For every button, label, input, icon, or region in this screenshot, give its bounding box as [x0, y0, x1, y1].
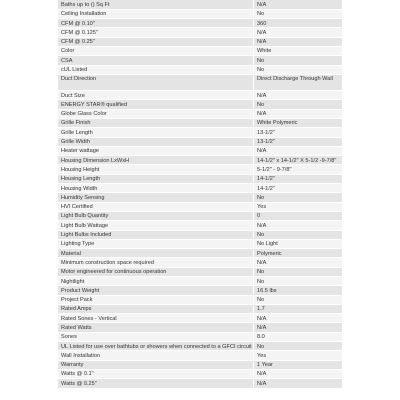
- spec-value: N/A: [254, 323, 343, 332]
- spec-label: Rated Sones - Vertical: [58, 314, 254, 323]
- spec-row: [58, 37, 342, 46]
- spec-label: Grille Width: [58, 137, 254, 146]
- spec-row: [58, 56, 342, 65]
- spec-label: CFM @ 0.10": [58, 19, 254, 28]
- spec-row: [58, 46, 342, 55]
- spec-row: [58, 9, 342, 18]
- spec-value: 360: [254, 19, 343, 28]
- spec-label: Watts @ 0.1": [58, 369, 254, 378]
- spec-value: No: [254, 100, 343, 109]
- spec-value: No: [254, 65, 343, 74]
- spec-label: Grille Finish: [58, 118, 254, 127]
- spec-label: HVI Certified: [58, 202, 254, 211]
- spec-row: [58, 342, 342, 351]
- spec-row: [58, 137, 342, 146]
- spec-value: N/A: [254, 91, 343, 100]
- spec-label: ENERGY STAR® qualified: [58, 100, 254, 109]
- spec-label: Light Bulb Wattage: [58, 221, 254, 230]
- spec-row: [58, 100, 342, 109]
- spec-value: No: [254, 342, 343, 351]
- spec-value: No: [254, 56, 343, 65]
- spec-row: [58, 230, 342, 239]
- spec-row: [58, 146, 342, 155]
- spec-value: Yes: [254, 202, 343, 211]
- spec-value: 14-1/2": [254, 184, 343, 193]
- spec-label: Housing Dimension LxWxH: [58, 156, 254, 165]
- spec-value: 16.5 lbs: [254, 286, 343, 295]
- spec-value: N/A: [254, 146, 343, 155]
- spec-row: [58, 174, 342, 183]
- spec-label: Motor engineered for continuous operation: [58, 267, 254, 276]
- spec-label: Rated Watts: [58, 323, 254, 332]
- spec-value: N/A: [254, 0, 343, 9]
- spec-row: [58, 0, 342, 9]
- spec-row: [58, 295, 342, 304]
- spec-row: [58, 323, 342, 332]
- spec-label: Housing Width: [58, 184, 254, 193]
- spec-value: No: [254, 230, 343, 239]
- spec-value: Direct Discharge Through Wall: [254, 74, 343, 90]
- spec-row: [58, 165, 342, 174]
- spec-label: Warranty: [58, 360, 254, 369]
- spec-label: Sones: [58, 332, 254, 341]
- spec-value: N/A: [254, 37, 343, 46]
- spec-label: Minimum construction space required: [58, 258, 254, 267]
- spec-value: 5-1/2" - 9-7/8": [254, 165, 343, 174]
- spec-label: Duct Size: [58, 91, 254, 100]
- spec-label: Watts @ 0.25": [58, 379, 254, 388]
- spec-row: [58, 277, 342, 286]
- spec-label: CFM @ 0.25": [58, 37, 254, 46]
- spec-row: [58, 128, 342, 137]
- spec-value: No: [254, 295, 343, 304]
- spec-row: [58, 369, 342, 378]
- spec-row: [58, 202, 342, 211]
- spec-label: Light Bulb Quantity: [58, 211, 254, 220]
- spec-label: Wall Installation: [58, 351, 254, 360]
- spec-label: Humidity Sensing: [58, 193, 254, 202]
- spec-row: [58, 91, 342, 100]
- spec-label: Housing Length: [58, 174, 254, 183]
- spec-row: [58, 193, 342, 202]
- spec-label: Lighting Type: [58, 239, 254, 248]
- spec-value: 1 Year: [254, 360, 343, 369]
- spec-row: [58, 249, 342, 258]
- spec-label: Grille Length: [58, 128, 254, 137]
- spec-value: N/A: [254, 28, 343, 37]
- spec-value: 14-1/2" x 14-1/2" X 5-1/2 -9-7/8": [254, 156, 343, 165]
- spec-label: Globe Glass Color: [58, 109, 254, 118]
- spec-value: N/A: [254, 314, 343, 323]
- spec-row: [58, 304, 342, 313]
- spec-value: N/A: [254, 379, 343, 388]
- spec-row: [58, 211, 342, 220]
- spec-row: [58, 314, 342, 323]
- spec-row: [58, 267, 342, 276]
- spec-value: No: [254, 193, 343, 202]
- spec-value: No: [254, 277, 343, 286]
- spec-value: N/A: [254, 221, 343, 230]
- spec-row: [58, 332, 342, 341]
- spec-value: 13-1/2": [254, 128, 343, 137]
- spec-value: 13-1/2": [254, 137, 343, 146]
- specifications-table: [58, 0, 342, 389]
- spec-label: UL Listed for use over bathtubs or showers when connected to a GFCI circuit: [58, 342, 254, 351]
- spec-value: No: [254, 267, 343, 276]
- spec-value: Polymeric: [254, 249, 343, 258]
- spec-label: cUL Listed: [58, 65, 254, 74]
- spec-row: [58, 156, 342, 165]
- spec-value: Yes: [254, 351, 343, 360]
- spec-label: Light Bulbs Included: [58, 230, 254, 239]
- spec-value: White Polymeric: [254, 118, 343, 127]
- spec-label: Product Weight: [58, 286, 254, 295]
- spec-label: CFM @ 0.125": [58, 28, 254, 37]
- spec-label: Material: [58, 249, 254, 258]
- spec-value: 14-1/2": [254, 174, 343, 183]
- spec-row: [58, 351, 342, 360]
- specifications-table-body: [58, 0, 342, 388]
- spec-row: [58, 65, 342, 74]
- spec-value: N/A: [254, 369, 343, 378]
- spec-row: [58, 74, 342, 90]
- spec-value: White: [254, 46, 343, 55]
- spec-row: [58, 28, 342, 37]
- spec-value: No Light: [254, 239, 343, 248]
- spec-label: Duct Direction: [58, 74, 254, 90]
- spec-label: CSA: [58, 56, 254, 65]
- spec-row: [58, 379, 342, 388]
- spec-value: 8.0: [254, 332, 343, 341]
- spec-label: Baths up to () Sq Ft: [58, 0, 254, 9]
- spec-label: Color: [58, 46, 254, 55]
- spec-row: [58, 221, 342, 230]
- spec-row: [58, 258, 342, 267]
- spec-value: N/A: [254, 109, 343, 118]
- spec-value: 1.7: [254, 304, 343, 313]
- spec-row: [58, 109, 342, 118]
- spec-row: [58, 118, 342, 127]
- spec-label: Housing Height: [58, 165, 254, 174]
- spec-value: N/A: [254, 258, 343, 267]
- spec-label: Project Pack: [58, 295, 254, 304]
- spec-row: [58, 19, 342, 28]
- spec-label: Rated Amps: [58, 304, 254, 313]
- spec-row: [58, 239, 342, 248]
- spec-row: [58, 286, 342, 295]
- spec-value: 0: [254, 211, 343, 220]
- spec-row: [58, 184, 342, 193]
- spec-value: No: [254, 9, 343, 18]
- spec-label: Heater wattage: [58, 146, 254, 155]
- spec-label: Nightlight: [58, 277, 254, 286]
- spec-label: Ceiling Installation: [58, 9, 254, 18]
- spec-row: [58, 360, 342, 369]
